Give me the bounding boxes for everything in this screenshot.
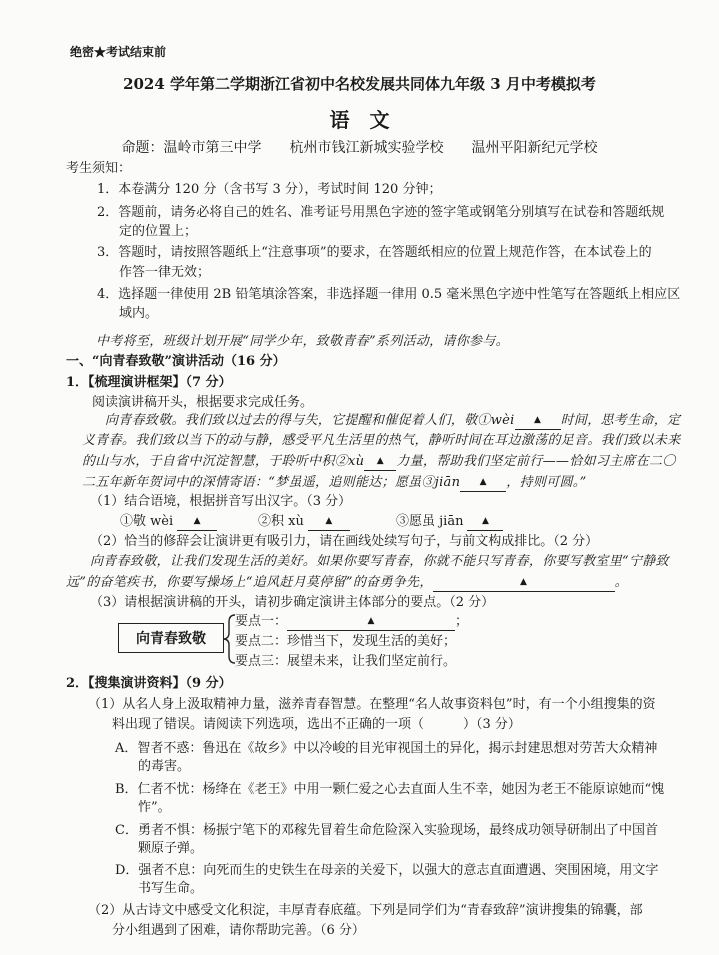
option-a[interactable]: A．智者不惑：鲁迅在《故乡》中以冷峻的目光审视国土的异化，揭示封建思想对劳苦大众精神 [115, 741, 658, 756]
option-d[interactable]: D．强者不息：向死而生的史铁生在母亲的关爱下，以强大的意志直面遭遇、突围困境，用文字 [115, 863, 659, 878]
pinyin-answer-3[interactable]: ▲ [467, 515, 503, 531]
pinyin-item: ③愿虽 jiān ▲ [396, 514, 503, 531]
option-a-cont: 的毒害。 [138, 759, 191, 774]
notice-item: 定的位置上； [119, 224, 198, 239]
sub-question-1: （1）结合语境，根据拼音写出汉字。（3 分） [90, 494, 352, 509]
intro-text: 中考将至，班级计划开展“同学少年，致敬青春”系列活动，请你参与。 [96, 334, 509, 349]
exam-title: 2024 学年第二学期浙江省初中名校发展共同体九年级 3 月中考模拟考 [123, 75, 596, 93]
notice-item: 2．答题前，请务必将自己的姓名、准考证号用黑色字迹的签字笔或钢笔分别填写在试卷和答题纸规 [97, 205, 665, 220]
outline-point-2: 要点二：珍惜当下，发现生活的美好； [235, 634, 457, 649]
passage-line: 的山与水，于自省中沉淀智慧，于聆听中积②xù ▲ 力量，帮助我们坚定前行——恰如习主席在二〇 [82, 454, 676, 469]
question-1-heading: 1．【梳理演讲框架】（7 分） [66, 375, 232, 390]
q2-sub2-line: 分小组遇到了困难，请你帮助完善。（6 分） [112, 923, 365, 938]
sub-question-2: （2）恰当的修辞会让演讲更有吸引力，请在画线处续写句子，与前文构成排比。（2 分） [90, 534, 599, 549]
notice-heading: 考生须知： [66, 161, 132, 176]
notice-item: 1．本卷满分 120 分（含书写 3 分），考试时间 120 分钟； [97, 182, 442, 197]
notice-item: 4．选择题一律使用 2B 铅笔填涂答案，非选择题一律用 0.5 毫米黑色字迹中性笔写在答题纸上相应区 [97, 287, 681, 302]
passage-line: 向青春致敬。我们致以过去的得与失，它提醒和催促着人们，敬①wèi ▲ 时间，思考生命，定 [105, 413, 681, 428]
question-2-heading: 2．【搜集演讲资料】（9 分） [66, 676, 232, 691]
authors-line: 命题：温岭市第三中学 杭州市钱江新城实验学校 温州平阳新纪元学校 [121, 140, 598, 156]
answer-blank-3[interactable]: ▲ [460, 476, 506, 492]
passage-line: 义青春。我们致以当下的动与静，感受平凡生活里的热气，静听时间在耳边激荡的足音。我们致以未来 [82, 433, 681, 448]
sub-question-3: （3）请根据演讲稿的开头，请初步确定演讲主体部分的要点。（2 分） [90, 595, 495, 610]
pinyin-answer-1[interactable]: ▲ [177, 515, 217, 531]
option-c-cont: 颗原子弹。 [138, 841, 204, 856]
answer-blank-1[interactable]: ▲ [515, 414, 561, 430]
option-b-cont: 怍”。 [138, 800, 171, 815]
q2-sub1-line: 料出现了错误。请阅读下列选项，选出不正确的一项（ ）（3 分） [112, 717, 521, 732]
section-heading: 一、“向青春致敬”演讲活动（16 分） [66, 354, 286, 369]
theme-box: 向青春致敬 [118, 623, 224, 653]
notice-item: 域内。 [119, 306, 159, 321]
passage-line: 二五年新年贺词中的深情寄语：“梦虽遥，追则能达；愿虽③jiān ▲ ，持则可圆。” [82, 475, 587, 490]
option-c[interactable]: C．勇者不惧：杨振宁笔下的邓稼先冒着生命危险深入实验现场，最终成功领导研制出了中国首 [115, 823, 658, 838]
pinyin-answer-2[interactable]: ▲ [308, 515, 350, 531]
notice-item: 3．答题时，请按照答题纸上“注意事项”的要求，在答题纸相应的位置上规范作答，在本试卷上的 [97, 245, 652, 260]
q2-sub1-line: （1）从名人身上汲取精神力量，滋养青春智慧。在整理“名人故事资料包”时，有一个小组搜集的资 [88, 697, 656, 712]
outline-point-1: 要点一： ▲ ； [235, 614, 469, 629]
sentence-continuation-blank[interactable]: ▲ [433, 576, 615, 592]
notice-item: 作答一律无效； [119, 265, 211, 280]
confidential-label: 绝密★考试结束前 [70, 45, 167, 59]
outline-point-3: 要点三：展望未来，让我们坚定前行。 [235, 654, 457, 669]
q2-sub2-line: （2）从古诗文中感受文化积淀，丰厚青春底蕴。下列是同学们为“青春致辞”演讲搜集的锦囊，部 [88, 903, 643, 918]
option-b[interactable]: B．仁者不忧：杨绛在《老王》中用一颗仁爱之心去直面人生不幸，她因为老王不能原谅她而“愧 [115, 782, 665, 797]
subject-title: 语 文 [329, 108, 390, 132]
pinyin-item: ①敬 wèi ▲ [120, 514, 217, 531]
option-d-cont: 书写生命。 [138, 881, 204, 896]
outline-point-blank[interactable]: ▲ [287, 615, 455, 631]
passage-line: 远”的奋笔疾书，你要写操场上“追风赶月莫停留”的奋勇争先， ▲ 。 [66, 575, 628, 590]
q1-instruction: 阅读演讲稿开头，根据要求完成任务。 [92, 395, 314, 410]
pinyin-item: ②积 xù ▲ [258, 514, 350, 531]
passage-line: 向青春致敬，让我们发现生活的美好。如果你要写青春，你就不能只写青春，你要写教室里“宁静致 [90, 554, 669, 569]
answer-blank-2[interactable]: ▲ [364, 455, 396, 471]
